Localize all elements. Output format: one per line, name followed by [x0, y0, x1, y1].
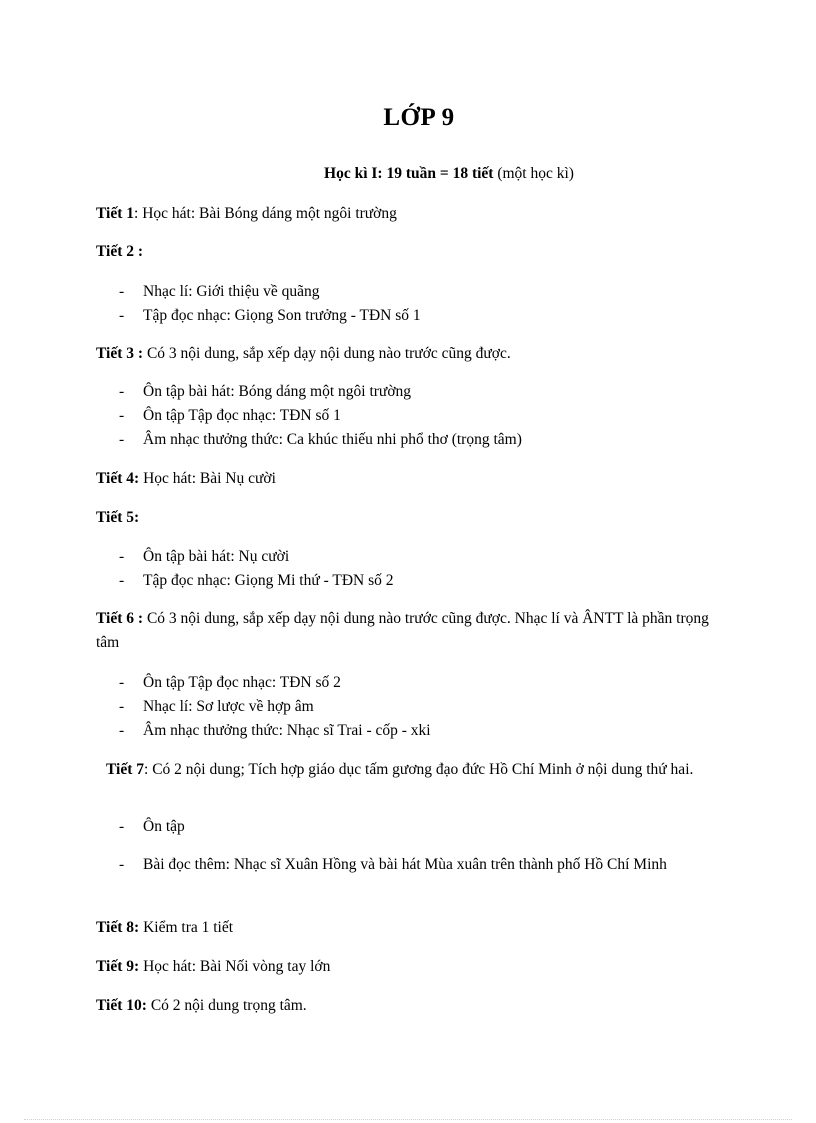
bullet-dash: - [119, 572, 125, 589]
lesson-8 [96, 916, 716, 940]
list-item [119, 428, 719, 452]
lesson-label: Tiết 6 : [96, 610, 144, 627]
lesson-label: Tiết 10: [96, 997, 147, 1014]
list-item [119, 404, 719, 428]
list-item-text: Ôn tập Tập đọc nhạc: TĐN số 2 [143, 674, 341, 691]
list-item-text: Ôn tập bài hát: Nụ cười [143, 548, 290, 565]
lesson-text: Học hát: Bài Nụ cười [139, 470, 276, 487]
bullet-dash: - [119, 307, 125, 324]
list-item [119, 719, 719, 743]
bullet-dash: - [119, 548, 125, 565]
list-item-text: Ôn tập Tập đọc nhạc: TĐN số 1 [143, 407, 341, 424]
lesson-label: Tiết 5: [96, 509, 140, 526]
bullet-dash: - [119, 407, 125, 424]
bullet-dash: - [119, 698, 125, 715]
lesson-text: Có 3 nội dung, sắp xếp dạy nội dung nào trước cũng được. [143, 345, 511, 362]
lesson-6 [96, 607, 716, 655]
lesson-text: Kiểm tra 1 tiết [139, 919, 234, 936]
lesson-label: Tiết 3 : [96, 345, 144, 362]
bullet-dash: - [119, 722, 125, 739]
list-item [119, 695, 719, 719]
list-item-text: Nhạc lí: Sơ lược về hợp âm [143, 698, 314, 715]
list-item [119, 815, 719, 839]
list-item-text: Âm nhạc thưởng thức: Nhạc sĩ Trai - cốp - xki [143, 722, 431, 739]
lesson-label: Tiết 8: [96, 919, 140, 936]
lesson-text: : Học hát: Bài Bóng dáng một ngôi trường [134, 205, 397, 222]
list-item [119, 380, 719, 404]
bullet-dash: - [119, 818, 125, 835]
list-item-text: Ôn tập bài hát: Bóng dáng một ngôi trường [143, 383, 412, 400]
lesson-text: Học hát: Bài Nối vòng tay lớn [139, 958, 331, 975]
lesson-10 [96, 994, 716, 1018]
list-item-text: Ôn tập [143, 818, 185, 835]
lesson-text: Có 3 nội dung, sắp xếp dạy nội dung nào trước cũng được. Nhạc lí và ÂNTT là phần trọng tâm [96, 610, 709, 651]
bullet-dash: - [119, 283, 125, 300]
lesson-5 [96, 506, 716, 530]
list-item-text: Tập đọc nhạc: Giọng Son trưởng - TĐN số 1 [143, 307, 421, 324]
list-item-text: Nhạc lí: Giới thiệu về quãng [143, 283, 320, 300]
lesson-label: Tiết 7 [106, 761, 145, 778]
lesson-7 [70, 758, 720, 782]
lesson-label: Tiết 2 : [96, 243, 144, 260]
bullet-dash: - [119, 431, 125, 448]
lesson-text: Có 2 nội dung trọng tâm. [146, 997, 307, 1014]
lesson-label: Tiết 9: [96, 958, 140, 975]
list-item-text: Âm nhạc thưởng thức: Ca khúc thiếu nhi phổ thơ (trọng tâm) [143, 431, 522, 448]
page-bottom-divider [24, 1119, 792, 1120]
lesson-text: : Có 2 nội dung; Tích hợp giáo dục tấm gương đạo đức Hồ Chí Minh ở nội dung thứ hai. [144, 761, 694, 778]
list-item [119, 545, 719, 569]
bullet-dash: - [119, 383, 125, 400]
subtitle-bold: Học kì I: 19 tuần = 18 tiết [324, 165, 494, 182]
semester-subtitle [0, 165, 816, 183]
bullet-dash: - [119, 856, 125, 873]
page-title: LỚP 9 [383, 104, 455, 131]
lesson-3 [96, 342, 716, 366]
list-item [119, 671, 719, 695]
list-item [119, 280, 719, 304]
list-item-text: Tập đọc nhạc: Giọng Mi thứ - TĐN số 2 [143, 572, 394, 589]
lesson-1 [96, 202, 716, 226]
lesson-2 [96, 240, 716, 264]
lesson-9 [96, 955, 716, 979]
lesson-label: Tiết 4: [96, 470, 140, 487]
list-item [119, 304, 719, 328]
bullet-dash: - [119, 674, 125, 691]
lesson-4 [96, 467, 716, 491]
list-item [119, 569, 719, 593]
list-item [119, 853, 719, 877]
subtitle-normal: (một học kì) [493, 165, 574, 182]
lesson-label: Tiết 1 [96, 205, 135, 222]
list-item-text: Bài đọc thêm: Nhạc sĩ Xuân Hồng và bài hát Mùa xuân trên thành phố Hồ Chí Minh [143, 856, 667, 873]
